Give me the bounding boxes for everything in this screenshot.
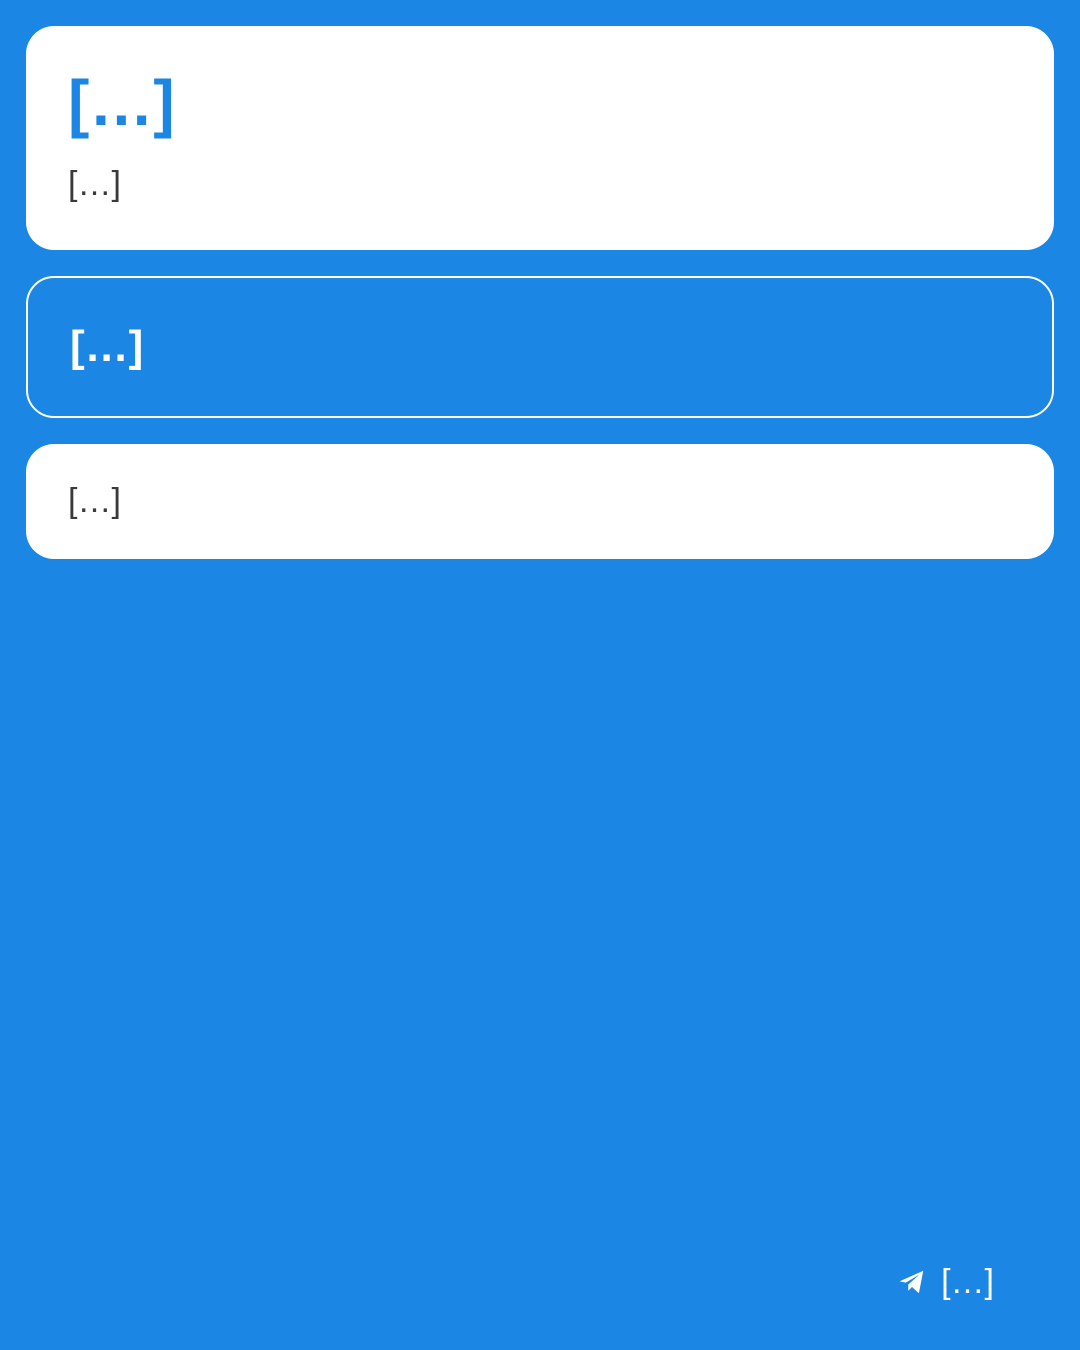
- headline: […]: [68, 67, 175, 139]
- top-panel-body: […]: [68, 165, 121, 204]
- footer-row: [26, 444, 1054, 1350]
- bottom-panel-text: […]: [68, 482, 121, 521]
- paper-plane-icon: [897, 1267, 927, 1297]
- quote-text: […]: [70, 321, 144, 371]
- quote-panel: [26, 276, 1054, 419]
- channel-badge[interactable]: [863, 1240, 1028, 1324]
- top-panel: [26, 26, 1054, 250]
- bottom-panel: [26, 444, 1054, 559]
- channel-name: […]: [941, 1262, 994, 1301]
